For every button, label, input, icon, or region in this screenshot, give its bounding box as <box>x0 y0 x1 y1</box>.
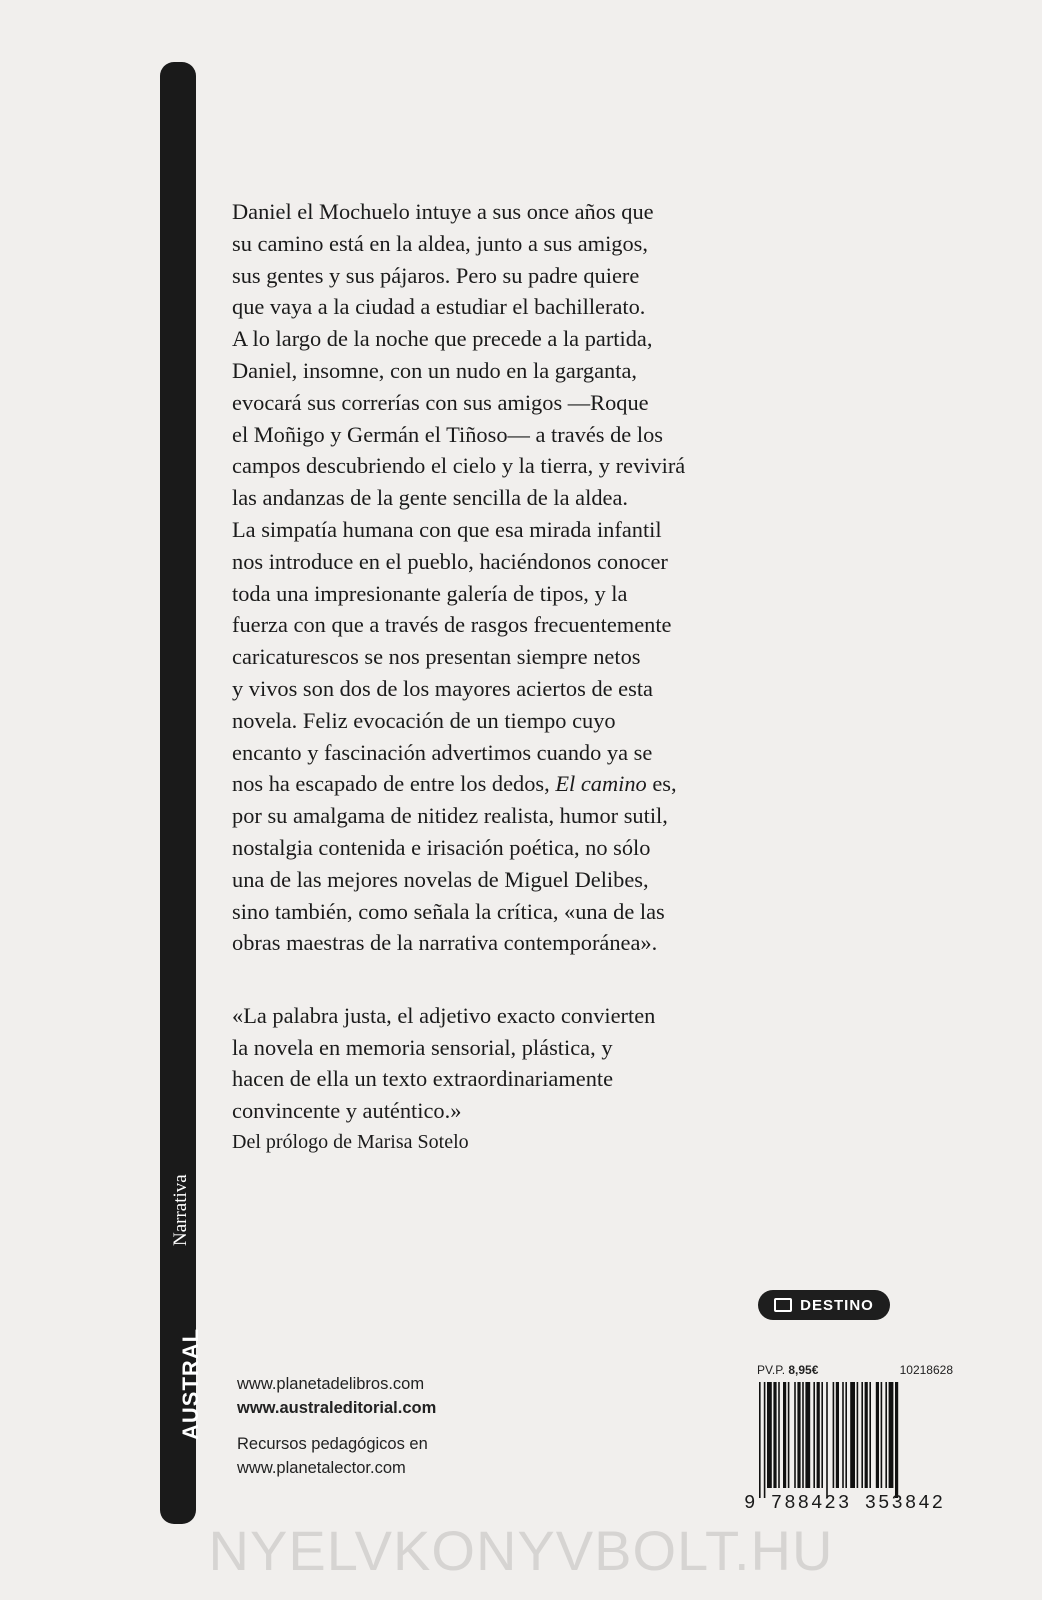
synopsis-line: por su amalgama de nitidez realista, humor sutil, <box>232 803 668 829</box>
barcode-bar <box>802 1382 804 1488</box>
quote-line: la novela en memoria sensorial, plástica, y <box>232 1034 613 1060</box>
barcode-bar <box>783 1382 786 1488</box>
synopsis-line: fuerza con que a través de rasgos frecuentemente <box>232 612 672 638</box>
barcode-bar <box>865 1382 868 1488</box>
book-title: El camino <box>555 771 647 797</box>
price-info <box>757 1363 818 1377</box>
link-planetadelibros[interactable]: www.planetadelibros.com <box>237 1375 425 1393</box>
synopsis-line: sino también, como señala la crítica, «una de las <box>232 898 665 924</box>
barcode-bar <box>797 1382 800 1488</box>
barcode-bar <box>826 1382 828 1498</box>
barcode-bar <box>895 1382 898 1498</box>
synopsis-line: nos ha escapado de entre los dedos, El camino es, <box>232 771 677 797</box>
barcode-bar <box>857 1382 859 1488</box>
barcode-bar <box>773 1382 776 1488</box>
synopsis-line: que vaya a la ciudad a estudiar el bachillerato. <box>232 294 646 320</box>
barcode-bar <box>759 1382 761 1498</box>
barcode-bar <box>794 1382 796 1488</box>
barcode-bar <box>869 1382 871 1488</box>
synopsis-line: Daniel, insomne, con un nudo en la garganta, <box>232 357 637 383</box>
synopsis-line: novela. Feliz evocación de un tiempo cuyo <box>232 707 616 733</box>
barcode-bar <box>767 1382 772 1488</box>
synopsis-line: sus gentes y sus pájaros. Pero su padre quiere <box>232 262 640 288</box>
barcode-bar <box>805 1382 810 1488</box>
synopsis-line: evocará sus correrías con sus amigos —Roque <box>232 389 649 415</box>
synopsis <box>232 196 792 959</box>
synopsis-line: y vivos son dos de los mayores aciertos de esta <box>232 675 653 701</box>
price-row <box>757 1363 953 1377</box>
publisher-logo <box>758 1290 890 1320</box>
watermark: NYELVKONYVBOLT.HU <box>208 1519 834 1582</box>
series-name: AUSTRAL <box>178 1327 203 1440</box>
genre-label: Narrativa <box>170 1174 191 1246</box>
isbn-number: 9 788423 353842 <box>744 1492 946 1514</box>
spine-bar <box>160 62 196 1524</box>
synopsis-line: A lo largo de la noche que precede a la partida, <box>232 326 653 352</box>
product-code: 10218628 <box>899 1363 953 1377</box>
barcode-bar <box>778 1382 780 1488</box>
quote-line: «La palabra justa, el adjetivo exacto convierten <box>232 1003 656 1028</box>
price-label: PV.P. <box>757 1363 786 1377</box>
resources-label: Recursos pedagógicos en <box>237 1435 428 1453</box>
synopsis-line: encanto y fascinación advertimos cuando ya se <box>232 739 653 765</box>
synopsis-line: caricaturescos se nos presentan siempre netos <box>232 644 641 670</box>
barcode-bar <box>876 1382 879 1488</box>
synopsis-line: La simpatía humana con que esa mirada infantil <box>232 516 662 542</box>
barcode-bar <box>764 1382 766 1498</box>
barcode-bar <box>821 1382 823 1488</box>
barcode-bar <box>788 1382 790 1488</box>
review-quote <box>232 1000 792 1156</box>
synopsis-line: nos introduce en el pueblo, haciéndonos conocer <box>232 548 668 574</box>
synopsis-line: una de las mejores novelas de Miguel Delibes, <box>232 866 649 892</box>
quote-attribution: Del prólogo de Marisa Sotelo <box>232 1131 469 1153</box>
quote-line: hacen de ella un texto extraordinariamente <box>232 1066 614 1091</box>
synopsis-line: campos descubriendo el cielo y la tierra, y revivirá <box>232 453 686 479</box>
synopsis-line: Daniel el Mochuelo intuye a sus once años que <box>232 199 654 224</box>
synopsis-line: obras maestras de la narrativa contemporánea». <box>232 930 658 956</box>
barcode-bar <box>817 1382 820 1488</box>
barcode-bar <box>845 1382 847 1488</box>
price-value: 8,95€ <box>788 1363 819 1377</box>
synopsis-line: su camino está en la aldea, junto a sus amigos, <box>232 230 648 256</box>
synopsis-line: el Moñigo y Germán el Tiñoso— a través de los <box>232 421 663 447</box>
link-australeditorial[interactable]: www.australeditorial.com <box>237 1399 437 1417</box>
barcode-bar <box>885 1382 887 1488</box>
barcode-bar <box>881 1382 883 1488</box>
synopsis-line: las andanzas de la gente sencilla de la aldea. <box>232 485 628 511</box>
barcode-bar <box>842 1382 844 1488</box>
publisher-name: DESTINO <box>800 1296 874 1314</box>
barcode-bar <box>813 1382 815 1488</box>
synopsis-line: nostalgia contenida e irisación poética, no sólo <box>232 834 651 860</box>
barcode <box>755 1382 953 1498</box>
publisher-links <box>237 1372 436 1480</box>
book-icon <box>774 1298 792 1312</box>
barcode-bar <box>861 1382 863 1488</box>
barcode-bar <box>836 1382 839 1488</box>
barcode-bar <box>889 1382 894 1488</box>
barcode-bar <box>833 1382 835 1488</box>
barcode-bar <box>850 1382 855 1488</box>
quote-line: convincente y auténtico.» <box>232 1097 462 1123</box>
link-planetalector[interactable]: www.planetalector.com <box>237 1459 406 1477</box>
synopsis-line: toda una impresionante galería de tipos, y la <box>232 580 628 606</box>
